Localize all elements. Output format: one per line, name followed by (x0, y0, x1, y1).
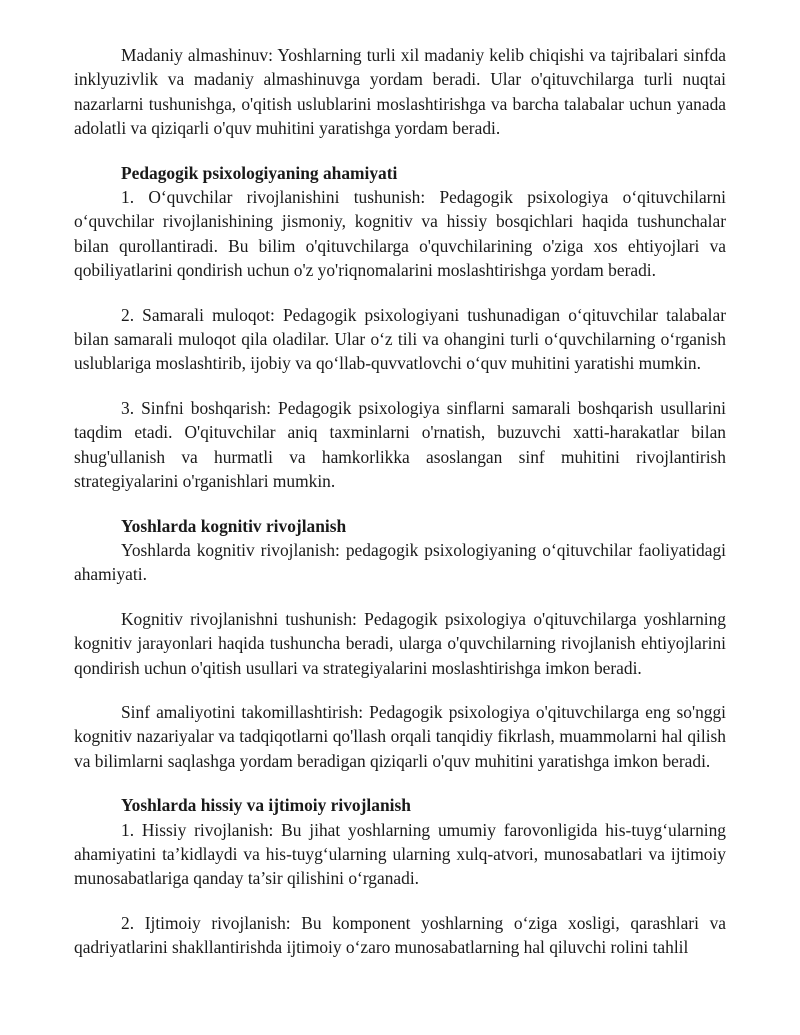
paragraph-classroom-practice: Sinf amaliyotini takomillashtirish: Pedagogik psixologiya o'qituvchilarga eng so'nggi kognitiv nazariyalar va tadqiqotlarni qo'llash orqali tanqidiy fikrlash, muammolarni hal qilish va bilimlarni saqlashga yordam beradigan qiziqarli o'quv muhitini yaratishga imkon beradi. (74, 701, 726, 771)
spacer (74, 376, 726, 396)
paragraph-effective-communication: 2. Samarali muloqot: Pedagogik psixologiyani tushunadigan o‘qituvchilar talabalar bilan samarali muloqot qila oladilar. Ular o‘z tili va ohangini turli o‘quvchilarning o‘rganish uslublariga moslashtirib, ijobiy va qo‘llab-quvvatlovchi o‘quv muhitini yaratishi mumkin. (74, 304, 726, 374)
spacer (74, 891, 726, 911)
paragraph-cultural-exchange: Madaniy almashinuv: Yoshlarning turli xil madaniy kelib chiqishi va tajribalari sinfda inklyuzivlik va madaniy almashinuvga yordam beradi. Ular o'qituvchilarga turli nuqtai nazarlarni tushunishga, o'qitish uslublarini moslashtirishga va barcha talabalar uchun yanada adolatli va qiziqarli o'quv muhitini yaratishga yordam beradi. (74, 45, 726, 139)
paragraph-social-development: 2. Ijtimoiy rivojlanish: Bu komponent yoshlarning o‘ziga xosligi, qarashlari va qadriyatlarini shakllantirishda ijtimoiy o‘zaro munosabatlarning hal qiluvchi rolini tahlil (74, 912, 726, 958)
paragraph-classroom-management: 3. Sinfni boshqarish: Pedagogik psixologiya sinflarni samarali boshqarish usullarini taqdim etadi. O'qituvchilar aniq taxminlarni o'rnatish, buzuvchi xatti-harakatlar bilan shug'ullanish va hurmatli va hamkorlikka asoslangan sinf muhitini rivojlantirish strategiyalarini o'rganishlari mumkin. (74, 397, 726, 492)
paragraph-understanding-development: 1. O‘quvchilar rivojlanishini tushunish: Pedagogik psixologiya o‘qituvchilarni o‘quvchilar rivojlanishining jismoniy, kognitiv va hissiy bosqichlari haqida tushunchalar bilan qurollantiradi. Bu bilim o'qituvchilarga o'quvchilarining o'ziga xos ehtiyojlari va qobiliyatlarini qondirish uchun o'z yo'riqnomalarini moslashtirishga yordam beradi. (74, 187, 726, 281)
spacer (74, 587, 726, 607)
spacer (74, 680, 726, 700)
paragraph-cognitive-intro: Yoshlarda kognitiv rivojlanish: pedagogik psixologiyaning o‘qituvchilar faoliyatidagi ahamiyati. (74, 539, 726, 585)
heading-cognitive-development: Yoshlarda kognitiv rivojlanish (121, 515, 347, 536)
paragraph-emotional-development: 1. Hissiy rivojlanish: Bu jihat yoshlarning umumiy farovonligida his-tuyg‘ularning ahamiyatini ta’kidlaydi va his-tuyg‘ularning ularning xulq-atvori, munosabatlari va ijtimoiy munosabatlariga qanday ta’sir qilishini o‘rganadi. (74, 819, 726, 889)
spacer (74, 494, 726, 514)
spacer (74, 773, 726, 793)
document-page (74, 43, 726, 960)
paragraph-understanding-cognitive: Kognitiv rivojlanishni tushunish: Pedagogik psixologiya o'qituvchilarga yoshlarning kognitiv jarayonlari haqida tushuncha beradi, ularga o'quvchilarning rivojlanish ehtiyojlarini qondirish uchun o'qitish usullari va strategiyalarini moslashtirishga imkon beradi. (74, 608, 726, 678)
heading-emotional-social-development: Yoshlarda hissiy va ijtimoiy rivojlanish (121, 795, 411, 816)
heading-pedagogical-psychology-importance: Pedagogik psixologiyaning ahamiyati (121, 162, 398, 183)
spacer (74, 283, 726, 303)
spacer (74, 141, 726, 161)
